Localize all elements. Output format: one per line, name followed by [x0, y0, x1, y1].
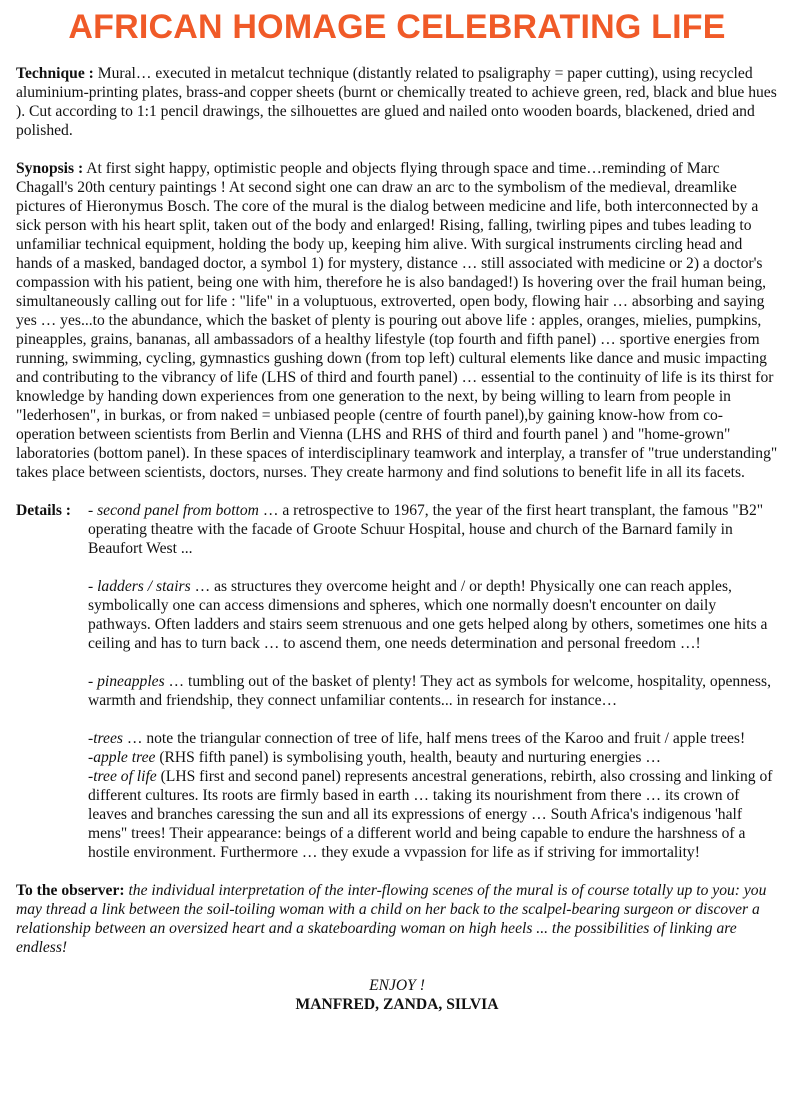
detail-term: pineapples	[97, 673, 165, 690]
detail-item	[88, 577, 778, 653]
observer-text: the individual interpretation of the inter-flowing scenes of the mural is of course totally up to you: you may thread a link between the soil-toiling woman with a child on her back to the scalpel-bearing surgeon or discover a relationship between an oversized heart and a skateboarding woman on high heels ... the possibilities of linking are endless!	[16, 882, 767, 956]
detail-term: apple tree	[93, 749, 156, 766]
signers: MANFRED, ZANDA, SILVIA	[295, 996, 499, 1013]
detail-term: trees	[93, 730, 123, 747]
detail-item	[88, 767, 778, 862]
detail-item	[88, 748, 778, 767]
detail-prefix: -	[88, 730, 94, 747]
page-title: AFRICAN HOMAGE CELEBRATING LIFE	[68, 8, 726, 46]
detail-item	[88, 501, 778, 558]
detail-prefix: -	[88, 768, 94, 785]
technique-text: Mural… executed in metalcut technique (distantly related to psaligraphy = paper cutting), using recycled aluminium-printing plates, brass-and copper sheets (burnt or chemically treated to achieve green, red, black and blue hues ). Cut according to 1:1 pencil drawings, the silhouettes are glued and nailed onto wooden boards, blackened, dried and polished.	[16, 65, 777, 139]
detail-term: second panel from bottom	[97, 502, 259, 519]
detail-item	[88, 672, 778, 710]
detail-term: tree of life	[93, 768, 157, 785]
enjoy-text: ENJOY !	[369, 977, 425, 994]
detail-prefix: -	[88, 749, 94, 766]
detail-item	[88, 729, 778, 748]
detail-prefix: -	[88, 578, 98, 595]
observer-paragraph	[16, 881, 778, 957]
detail-text: … as structures they overcome height and / or depth! Physically one can reach apples, symbolically one can access dimensions and spheres, which one normally doesn't encounter on daily pathways. Often ladders and stairs seem strenuous and one gets helped along by others, sometimes one hits a ceiling and has to turn back … to ascend them, one needs determination and personal freedom …!	[88, 578, 768, 652]
detail-text: … note the triangular connection of tree of life, half mens trees of the Karoo and fruit / apple trees!	[122, 730, 746, 747]
detail-text: (LHS first and second panel) represents ancestral generations, rebirth, also crossing and linking of different cultures. Its roots are firmly based in earth … taking its nourishment from there … its crown of leaves and branches caressing the sun and all its expressions of energy … South Africa's indigenous 'half mens" trees! Their appearance: beings of a different world and being capable to endure the harshness of a hostile environment. Furthermore … they exude a vvpassion for life as if striving for immortality!	[88, 768, 773, 861]
technique-label: Technique :	[16, 65, 94, 82]
detail-prefix: -	[88, 502, 98, 519]
details-section	[16, 501, 778, 862]
technique-paragraph	[16, 64, 778, 140]
detail-text: (RHS fifth panel) is symbolising youth, health, beauty and nurturing energies …	[155, 749, 661, 766]
detail-text: … a retrospective to 1967, the year of the first heart transplant, the famous "B2" operating theatre with the facade of Groote Schuur Hospital, house and church of the Barnard family in Beaufort West ...	[88, 502, 764, 557]
detail-text: … tumbling out of the basket of plenty! They act as symbols for welcome, hospitality, openness, warmth and friendship, they connect unfamiliar contents... in research for instance…	[88, 673, 771, 709]
closing-block	[16, 976, 778, 1014]
detail-term: ladders / stairs	[97, 578, 191, 595]
observer-label: To the observer:	[16, 882, 125, 899]
synopsis-label: Synopsis :	[16, 160, 84, 177]
details-label: Details :	[16, 502, 71, 519]
synopsis-paragraph	[16, 159, 778, 482]
details-body	[88, 501, 778, 862]
detail-prefix: -	[88, 673, 98, 690]
synopsis-text: At first sight happy, optimistic people and objects flying through space and time…reminding of Marc Chagall's 20th century paintings ! At second sight one can draw an arc to the symbolism of the medieval, dreamlike pictures of Hieronymus Bosch. The core of the mural is the dialog between medicine and life, both interconnected by a sick person with his heart split, taken out of the body and enlarged! Rising, falling, twirling pipes and tubes leading to unfamiliar technical equipment, holding the body up, keeping him alive. With surgical instruments circling head and hands of a masked, bandaged doctor, a symbol 1) for mystery, distance … still associated with medicine or 2) a doctor's compassion with his patient, being one with him, therefore he is also bandaged!) Is hovering over the frail human being, simultaneously calling out for life : "life" in a voluptuous, extroverted, open body, flowing hair … absorbing and saying yes … yes...to the abundance, which the basket of plenty is pouring out above life : apples, oranges, mielies, pumpkins, pineapples, grains, bananas, all ambassadors of a healthy lifestyle (top fourth and fifth panel) … sportive energies from running, swimming, cycling, gymnastics gushing down (from top left) cultural elements like dance and music impacting and contributing to the vibrancy of life (LHS of third and fourth panel) … essential to the continuity of life is its thirst for knowledge by handing down experiences from one generation to the next, by being willing to learn from people in "lederhosen", in burkas, or from naked = unbiased people (centre of fourth panel),by gaining know-how from co-operation between scientists from Berlin and Vienna (LHS and RHS of third and fourth panel ) and "home-grown" laboratories (bottom panel). In these spaces of interdisciplinary teamwork and interplay, a transfer of "true understanding" takes place between scientists, doctors, nurses. They create harmony and find solutions to benefit life in all its facets.	[16, 160, 778, 481]
